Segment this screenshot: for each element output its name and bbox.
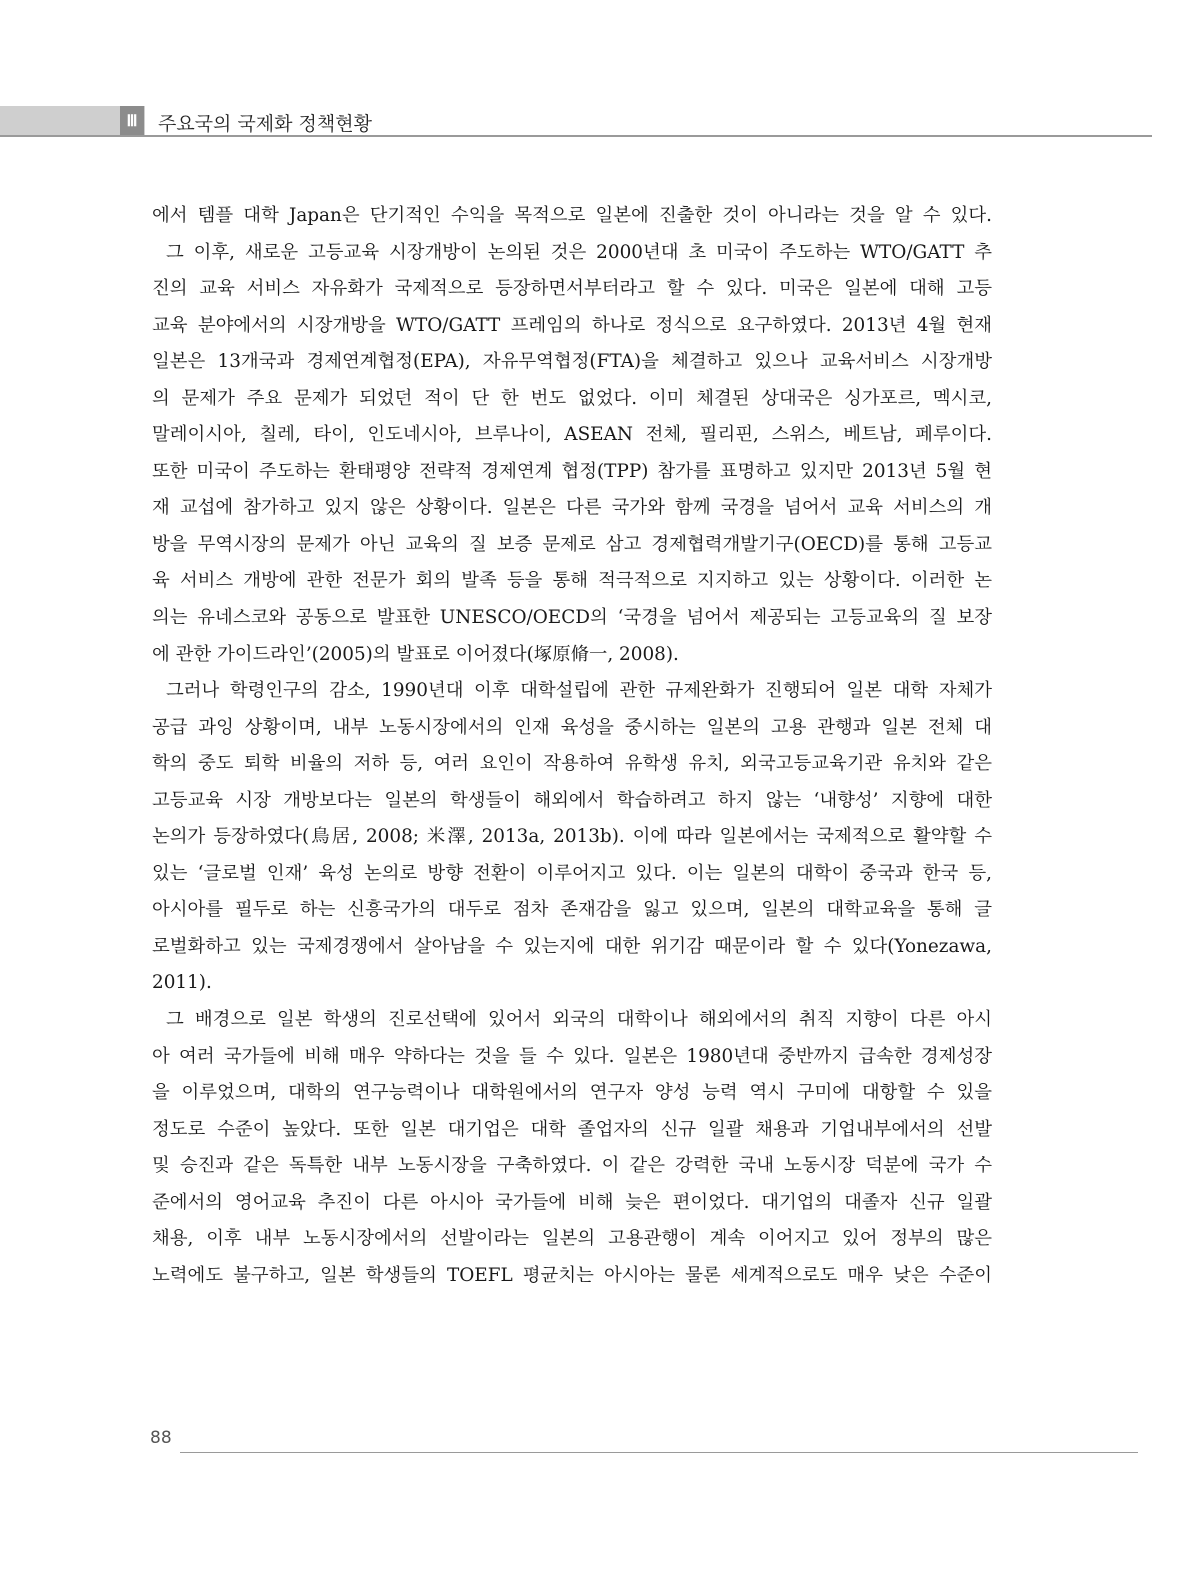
text-line: 준에서의 영어교육 추진이 다른 아시아 국가들에 비해 늦은 편이었다. 대기업의 대졸자 신규 일괄 [152,1191,992,1213]
text-line: 말레이시아, 칠레, 타이, 인도네시아, 브루나이, ASEAN 전체, 필리핀, 스위스, 베트남, 페루이다. [152,424,992,446]
text-line: 채용, 이후 내부 노동시장에서의 선발이라는 일본의 고용관행이 계속 이어지고 있어 정부의 많은 [152,1228,992,1250]
text-line: 의 문제가 주요 문제가 되었던 적이 단 한 번도 없었다. 이미 체결된 상대국은 싱가포르, 멕시코, [152,387,992,409]
text-line: 육 서비스 개방에 관한 전문가 회의 발족 등을 통해 적극적으로 지지하고 있는 상황이다. 이러한 논 [152,570,992,592]
chapter-number-box: Ⅲ [120,106,144,136]
text-line: 에서 템플 대학 Japan은 단기적인 수익을 목적으로 일본에 진출한 것이 아니라는 것을 알 수 있다. [152,205,992,226]
text-line: 에 관한 가이드라인’(2005)의 발표로 이어졌다(塚原脩一, 2008). [152,643,679,665]
text-line: 2011). [152,972,212,994]
page-number: 88 [150,1428,172,1448]
body-text [152,198,992,1294]
text-line: 진의 교육 서비스 자유화가 국제적으로 등장하면서부터라고 할 수 있다. 미국은 일본에 대해 고등 [152,278,992,300]
text-line: 재 교섭에 참가하고 있지 않은 상황이다. 일본은 다른 국가와 함께 국경을 넘어서 교육 서비스의 개 [152,497,992,519]
text-line: 공급 과잉 상황이며, 내부 노동시장에서의 인재 육성을 중시하는 일본의 고용 관행과 일본 전체 대 [152,716,992,738]
text-line: 및 승진과 같은 독특한 내부 노동시장을 구축하였다. 이 같은 강력한 국내 노동시장 덕분에 국가 수 [152,1155,992,1177]
text-line: 방을 무역시장의 문제가 아닌 교육의 질 보증 문제로 삼고 경제협력개발기구(OECD)를 통해 고등교 [152,533,992,555]
text-line: 정도로 수준이 높았다. 또한 일본 대기업은 대학 졸업자의 신규 일괄 채용과 기업내부에서의 선발 [152,1118,992,1140]
text-line: 의는 유네스코와 공동으로 발표한 UNESCO/OECD의 ‘국경을 넘어서 제공되는 고등교육의 질 보장 [152,607,992,629]
text-line: 아시아를 필두로 하는 신흥국가의 대두로 점차 존재감을 잃고 있으며, 일본의 대학교육을 통해 글 [152,899,992,921]
text-line: 을 이루었으며, 대학의 연구능력이나 대학원에서의 연구자 양성 능력 역시 구미에 대항할 수 있을 [152,1082,992,1104]
text-line: 학의 중도 퇴학 비율의 저하 등, 여러 요인이 작용하여 유학생 유치, 외국고등교육기관 유치와 같은 [152,753,992,775]
text-line: 있는 ‘글로벌 인재’ 육성 논의로 방향 전환이 이루어지고 있다. 이는 일본의 대학이 중국과 한국 등, [152,862,992,884]
text-line: 고등교육 시장 개방보다는 일본의 학생들이 해외에서 학습하려고 하지 않는 ‘내향성’ 지향에 대한 [152,789,992,811]
text-line: 그러나 학령인구의 감소, 1990년대 이후 대학설립에 관한 규제완화가 진행되어 일본 대학 자체가 [166,680,992,702]
page-footer [0,1428,1182,1458]
running-header [0,106,1152,136]
text-line: 또한 미국이 주도하는 환태평양 전략적 경제연계 협정(TPP) 참가를 표명하고 있지만 2013년 5월 현 [152,460,992,482]
text-line: 노력에도 불구하고, 일본 학생들의 TOEFL 평균치는 아시아는 물론 세계적으로도 매우 낮은 수준이 [152,1264,992,1286]
text-line: 일본은 13개국과 경제연계협정(EPA), 자유무역협정(FTA)을 체결하고 있으나 교육서비스 시장개방 [152,351,992,373]
text-line: 논의가 등장하였다(鳥居, 2008; 米澤, 2013a, 2013b). 이에 따라 일본에서는 국제적으로 활약할 수 [152,826,992,848]
text-line: 로벌화하고 있는 국제경쟁에서 살아남을 수 있는지에 대한 위기감 때문이라 할 수 있다(Yonezawa, [152,935,992,957]
text-line: 그 이후, 새로운 고등교육 시장개방이 논의된 것은 2000년대 초 미국이 주도하는 WTO/GATT 추 [166,241,992,263]
header-rule [0,135,1152,137]
chapter-title: 주요국의 국제화 정책현황 [158,113,372,135]
text-line: 아 여러 국가들에 비해 매우 약하다는 것을 들 수 있다. 일본은 1980년대 중반까지 급속한 경제성장 [152,1045,992,1067]
text-line: 교육 분야에서의 시장개방을 WTO/GATT 프레임의 하나로 정식으로 요구하였다. 2013년 4월 현재 [152,314,992,336]
text-line: 그 배경으로 일본 학생의 진로선택에 있어서 외국의 대학이나 해외에서의 취직 지향이 다른 아시 [166,1009,992,1031]
footer-rule [180,1452,1138,1453]
